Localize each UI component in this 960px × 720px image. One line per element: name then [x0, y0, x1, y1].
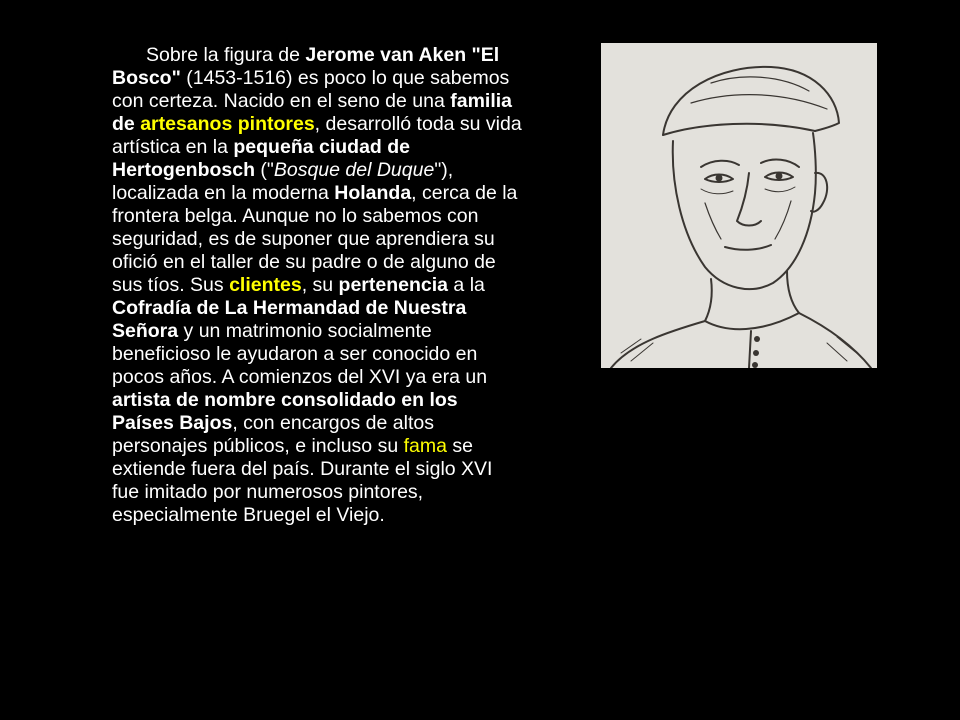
bio-text: , con encargos de altos personajes públicos, e incluso su — [112, 412, 434, 457]
bio-text: , cerca de la frontera belga. Aunque no lo sabemos con seguridad, es de suponer que aprendiera su ofició en el taller de su padre o de alguno de sus tíos. Sus — [112, 182, 518, 296]
bio-bold-name: Jerome van Aken "El Bosco" — [112, 44, 500, 89]
bio-text: se extiende fuera del país. Durante el siglo XVI fue imitado por numerosos pintores, especialmente Bruegel el Viejo. — [112, 435, 493, 526]
portrait-image — [601, 43, 877, 368]
bio-bold-membership: pertenencia — [338, 274, 449, 296]
bio-text: (" — [255, 159, 274, 181]
bio-text: y un matrimonio socialmente beneficioso le ayudaron a ser conocido en pocos años. A comienzos del XVI ya era un — [112, 320, 488, 388]
bio-bold-city: pequeña ciudad de Hertogenbosch — [112, 136, 411, 181]
bio-bold-family: familia de — [112, 90, 513, 135]
bio-highlight-fame: fama — [403, 435, 447, 457]
bio-text: a la — [448, 274, 485, 296]
bio-text: , su — [301, 274, 339, 296]
bio-highlight-clients: clientes — [229, 274, 302, 296]
bio-highlight-artisans: artesanos pintores — [140, 113, 315, 135]
bio-bold-artist: artista de nombre consolidado en los Países Bajos — [112, 389, 458, 434]
bio-text: Sobre la figura de — [146, 44, 306, 66]
bio-text: "), localizada en la moderna — [112, 159, 454, 204]
bio-bold-brotherhood: Cofradía de La Hermandad de Nuestra Señora — [112, 297, 467, 342]
bio-text: (1453-1516) es poco lo que sabemos con certeza. Nacido en el seno de una — [112, 67, 510, 112]
biography-paragraph — [112, 44, 522, 527]
bio-text: , desarrolló toda su vida artística en la — [112, 113, 522, 158]
bio-italic-bosque: Bosque del Duque — [273, 159, 435, 181]
bio-bold-holanda: Holanda — [334, 182, 412, 204]
portrait-drawing-icon — [601, 43, 877, 368]
